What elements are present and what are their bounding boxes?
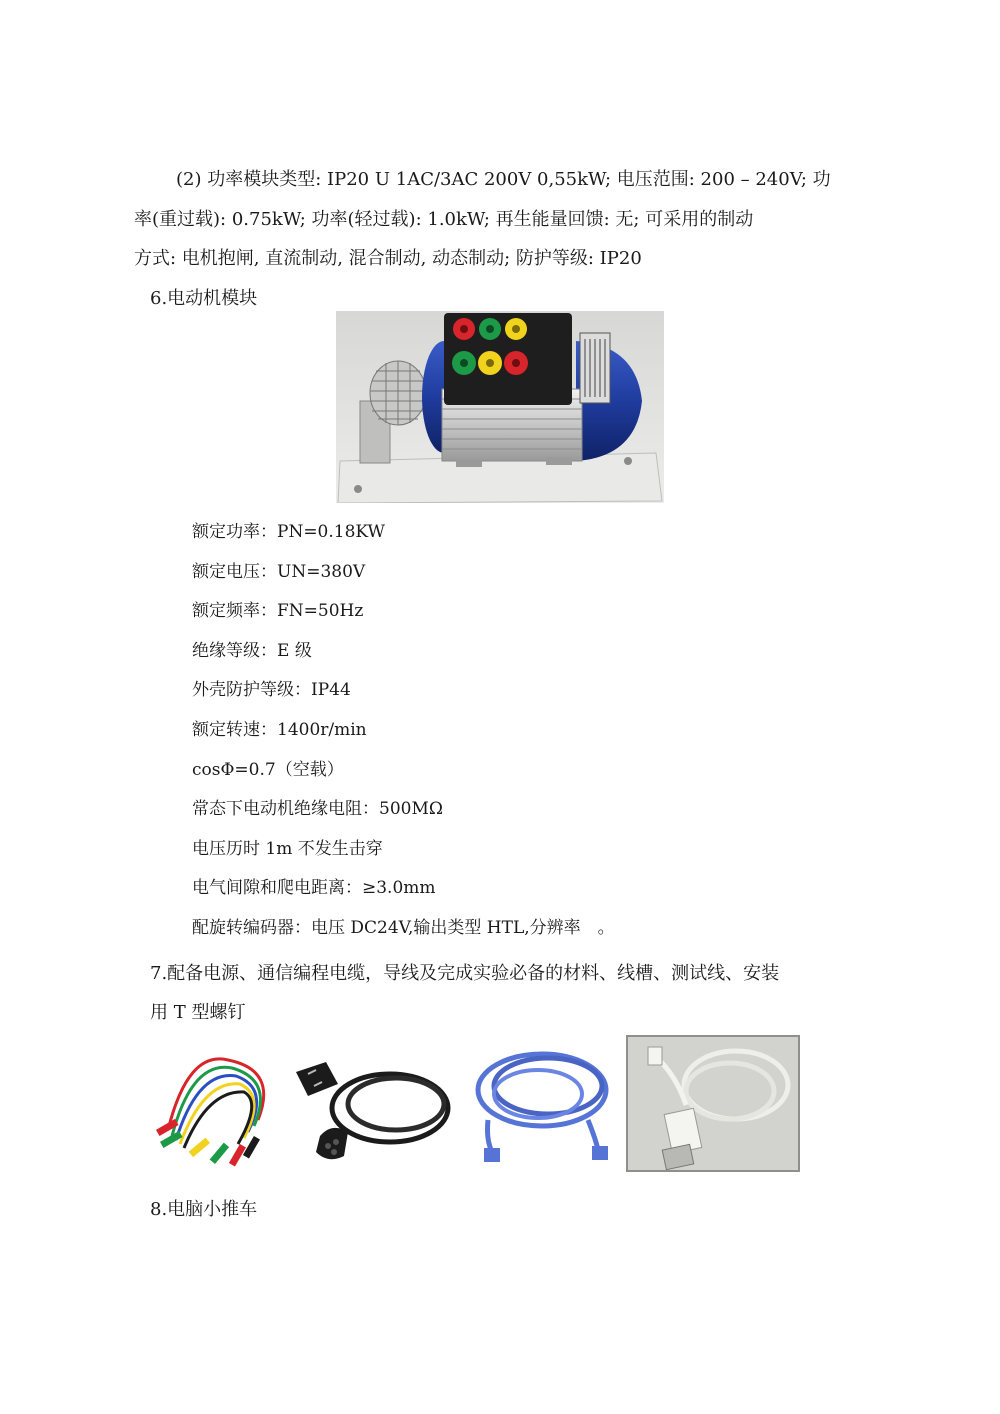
spec-rated-frequency: 额定频率：FN=50Hz [192, 601, 364, 621]
motor-photo [336, 311, 664, 503]
spec-rated-power: 额定功率：PN=0.18KW [192, 522, 385, 542]
section-7-heading-line-2: 用 T 型螺钉 [150, 1002, 246, 1023]
network-cable-photo [458, 1040, 620, 1172]
spec-insulation-class: 绝缘等级：E 级 [192, 641, 312, 661]
test-leads-photo [148, 1040, 282, 1174]
spec-enclosure-protection: 外壳防护等级：IP44 [192, 680, 351, 700]
power-module-line-3: 方式: 电机抱闸, 直流制动, 混合制动, 动态制动; 防护等级: IP20 [134, 248, 642, 269]
power-module-line-2: 率(重过载): 0.75kW; 功率(轻过载): 1.0kW; 再生能量回馈: 无; 可采用的制动 [134, 209, 754, 230]
power-module-line-1: (2) 功率模块类型: IP20 U 1AC/3AC 200V 0,55kW; 电压范围: 200 – 240V; 功 [176, 169, 831, 190]
spec-rated-speed: 额定转速：1400r/min [192, 720, 367, 740]
section-8-heading: 8.电脑小推车 [150, 1199, 258, 1220]
spec-encoder: 配旋转编码器：电压 DC24V,输出类型 HTL,分辨率 。 [192, 918, 615, 938]
spec-rated-voltage: 额定电压：UN=380V [192, 562, 366, 582]
section-6-heading: 6.电动机模块 [150, 288, 258, 309]
spec-clearance-creepage: 电气间隙和爬电距离：≥3.0mm [192, 878, 436, 898]
section-7-heading-line-1: 7.配备电源、通信编程电缆，导线及完成实验必备的材料、线槽、测试线、安装 [150, 963, 780, 984]
usb-cable-photo [626, 1035, 800, 1172]
spec-power-factor: cosΦ=0.7（空载） [192, 760, 344, 780]
spec-insulation-resistance: 常态下电动机绝缘电阻：500MΩ [192, 799, 443, 819]
spec-breakdown-test: 电压历时 1m 不发生击穿 [192, 839, 383, 859]
power-cord-photo [286, 1052, 454, 1172]
